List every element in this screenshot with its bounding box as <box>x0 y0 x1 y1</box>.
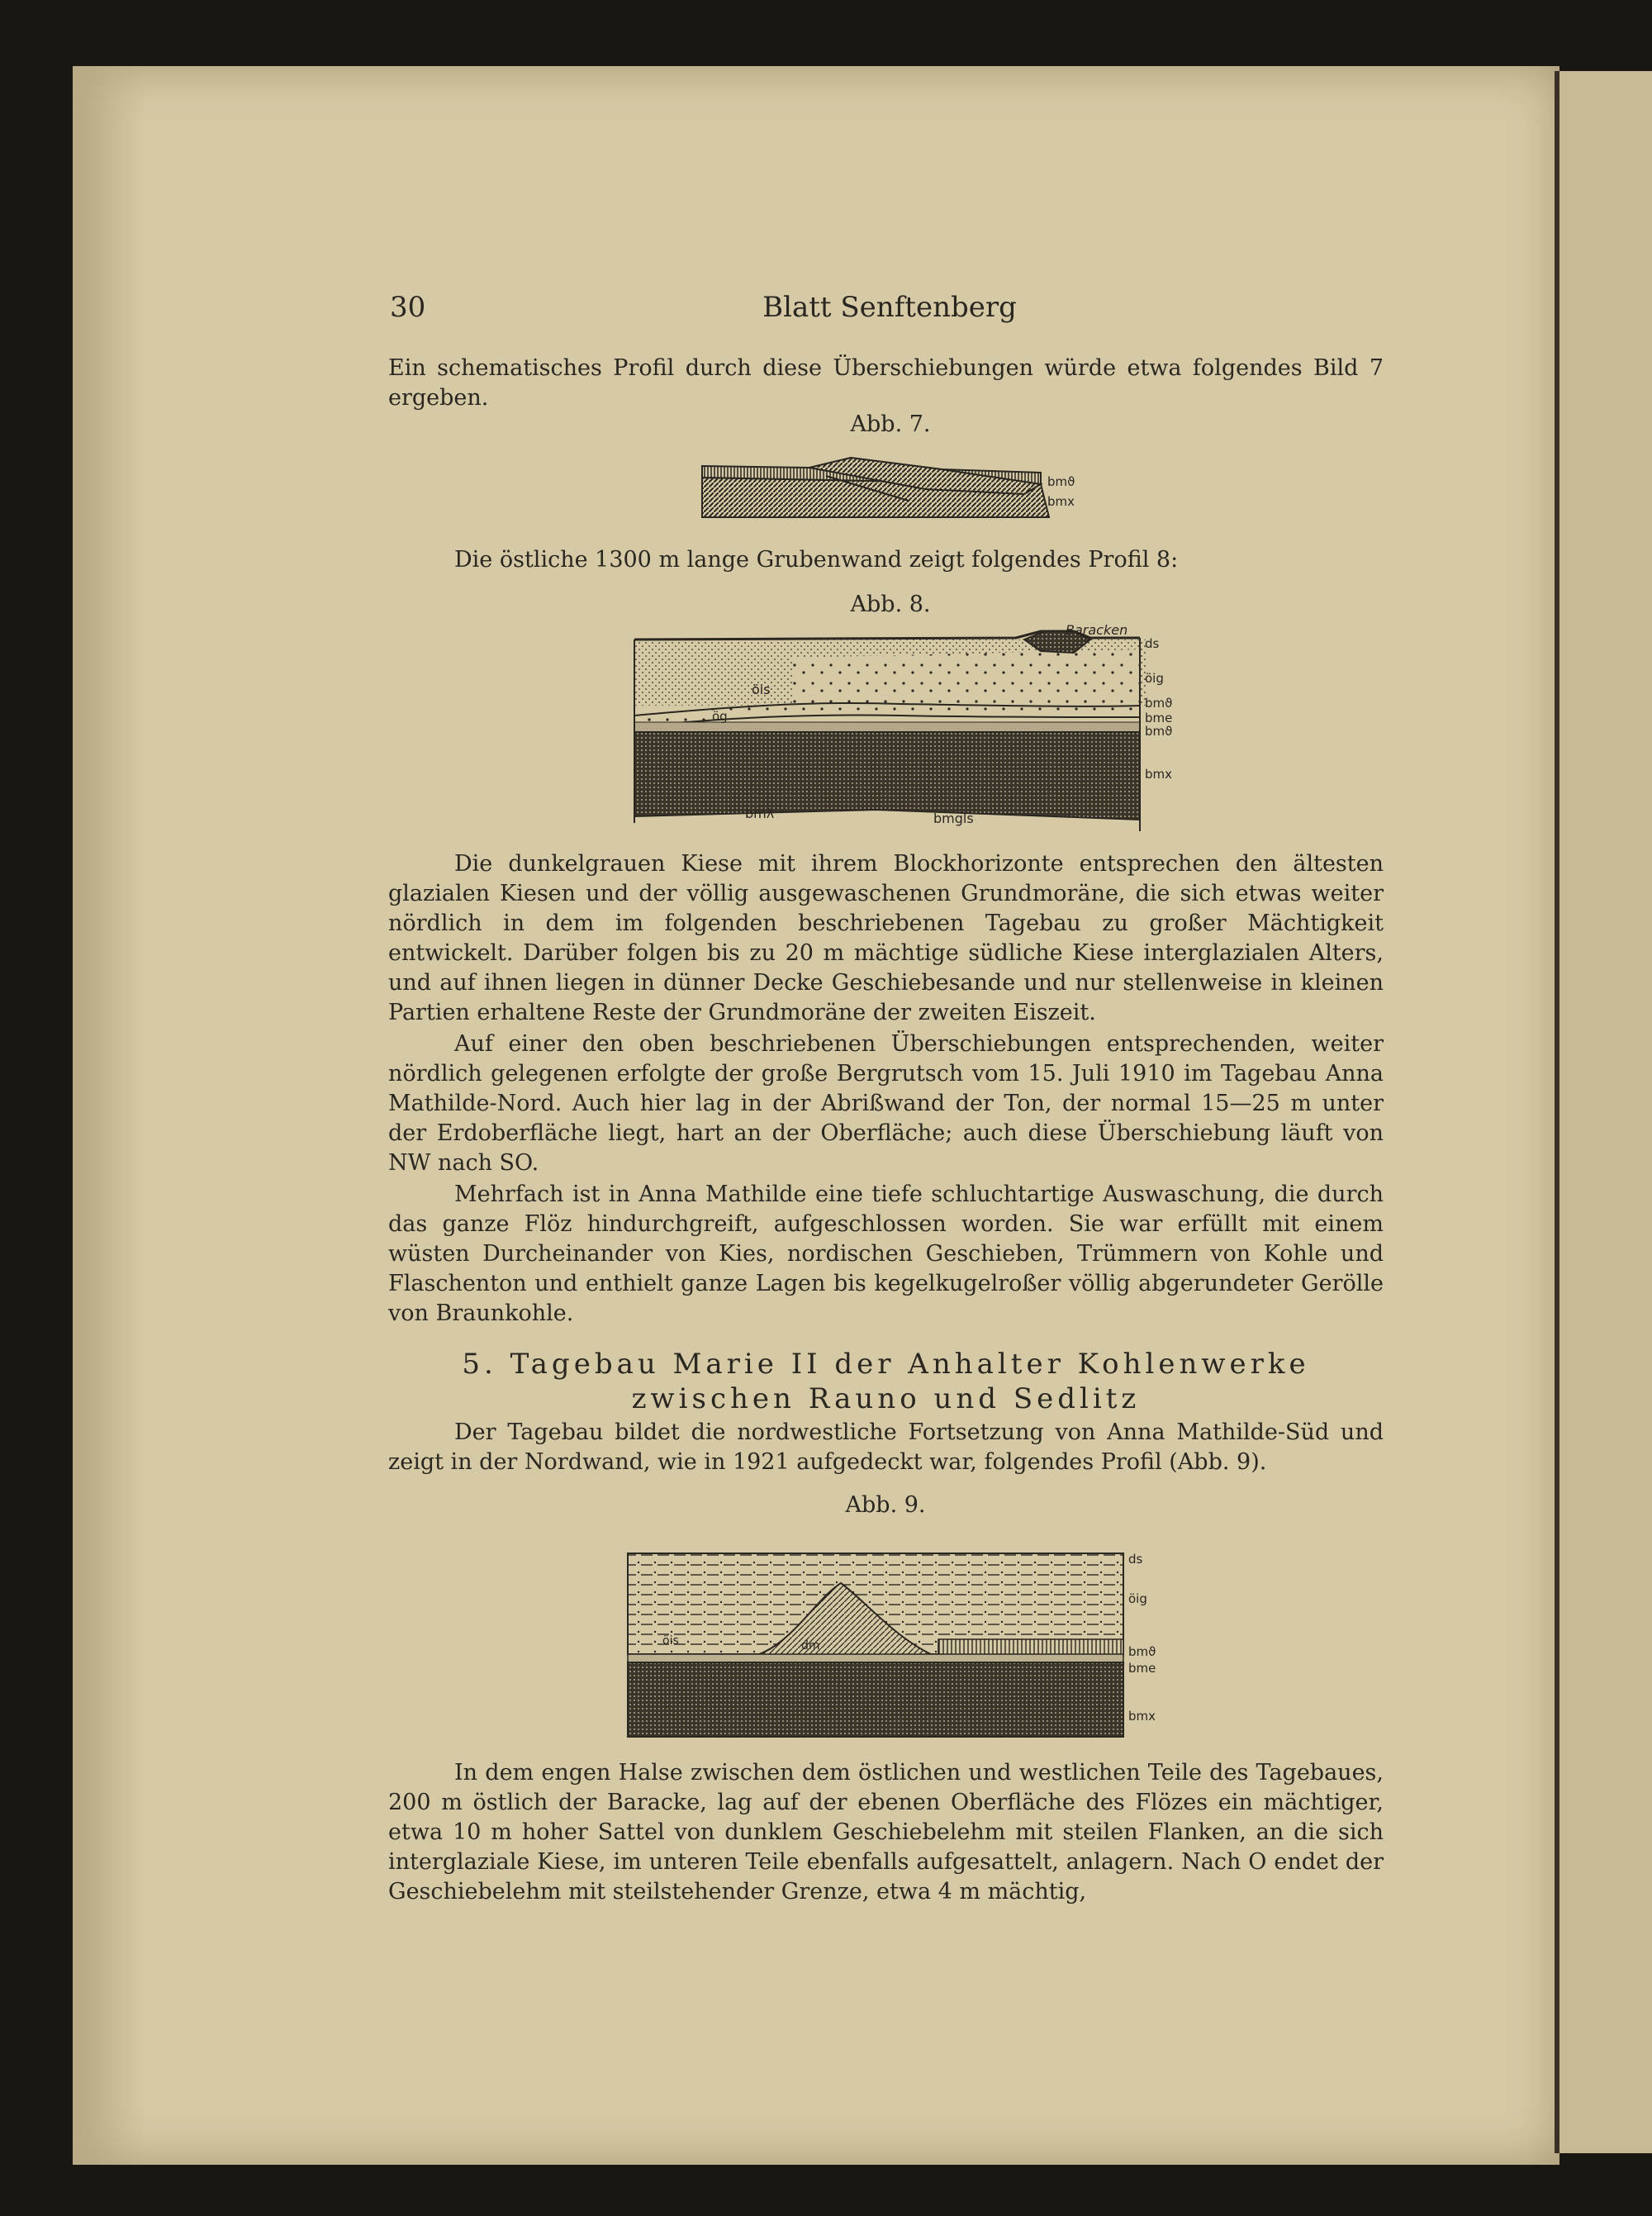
figure-9-label-bmx: bmx <box>1128 1709 1156 1724</box>
figure-8-label-baracken: Baracken <box>1066 625 1128 638</box>
next-page-edge <box>1559 71 1652 2153</box>
figure-8-caption: Abb. 8. <box>850 592 931 617</box>
figure-8-label-og: ög <box>712 709 728 724</box>
figure-9-band-bmv <box>938 1639 1123 1656</box>
section-heading-line-1: 5. Tagebau Marie II der Anhalter Kohlenwerke <box>462 1348 1310 1381</box>
paragraph-halse: In dem engen Halse zwischen dem östlichen und westlichen Teile des Tagebaues, 200 m östlich der Baracke, lag auf der ebenen Oberfläche des Flözes ein mächtiger, etwa 10 m hoher Sattel von dunklem Geschiebelehm mit steilen Flanken, an die sich interglaziale Kiese, im unteren Teile ebenfalls aufgesattelt, anlagern. Nach O endet der Geschiebelehm mit steilstehender Grenze, etwa 4 m mächtig, <box>388 1760 1384 1905</box>
figure-8-label-ds: ds <box>1145 636 1160 651</box>
running-head <box>390 291 1389 327</box>
figure-8-gravel-layer <box>793 649 1140 706</box>
figure-8-label-bmv2: bmϑ <box>1145 724 1173 739</box>
paragraph-mehrfach: Mehrfach ist in Anna Mathilde eine tiefe schluchtartige Auswaschung, die durch das ganze Flöz hindurchgreift, aufgeschlossen worden. Sie war erfüllt mit einem wüsten Durcheinander von Kies, nordischen Geschieben, Trümmern von Kohle und Flaschenton und enthielt ganze Lagen bis kegelkugelroßer völlig abgerundeter Gerölle von Braunkohle. <box>388 1182 1384 1326</box>
figure-9-label-bme: bme <box>1128 1661 1156 1676</box>
figure-7-caption: Abb. 7. <box>850 411 931 437</box>
paragraph-tagebau: Der Tagebau bildet die nordwestliche Fortsetzung von Anna Mathilde-Süd und zeigt in der Nordwand, wie in 1921 aufgedeckt war, folgendes Profil (Abb. 9). <box>388 1419 1384 1475</box>
paragraph-grubenwand: Die östliche 1300 m lange Grubenwand zeigt folgendes Profil 8: <box>454 547 1179 573</box>
figure-9-dark-coal <box>628 1662 1123 1737</box>
figure-8-label-oig: öig <box>1145 671 1164 686</box>
figure-8-label-bmgls: bmgls <box>933 811 974 826</box>
figure-8-label-bmx: bmx <box>1145 767 1173 782</box>
page-number: 30 <box>390 291 426 324</box>
paragraph-intro: Ein schematisches Profil durch diese Überschiebungen würde etwa folgendes Bild 7 ergeben. <box>388 355 1384 411</box>
figure-7-label-bmx: bmx <box>1047 494 1075 509</box>
figure-8-label-bmv: bmϑ <box>1145 696 1173 711</box>
figure-9-label-oig: öig <box>1128 1591 1147 1606</box>
figure-8-profile <box>628 625 1189 831</box>
figure-9-label-ds: ds <box>1128 1552 1143 1567</box>
figure-8-band-bme <box>634 722 1140 732</box>
figure-8-dark-coal <box>634 732 1140 820</box>
figure-8-label-ois: öis <box>752 682 771 697</box>
paragraph-kiese: Die dunkelgrauen Kiese mit ihrem Blockhorizonte entsprechen den ältesten glazialen Kiesen und der völlig ausgewaschenen Grundmoräne, die sich etwas weiter nördlich in dem im folgenden beschriebenen Tagebau zu großer Mächtigkeit entwickelt. Darüber folgen bis zu 20 m mächtige südliche Kiese interglazialen Alters, und auf ihnen liegen in dünner Decke Geschiebesande und nur stellenweise in kleinen Partien erhaltene Reste der Grundmoräne der zweiten Eiszeit. <box>388 851 1384 1025</box>
section-heading <box>388 1347 1384 1416</box>
figure-7-label-bmv: bmϑ <box>1047 474 1075 489</box>
header-title: Blatt Senftenberg <box>762 291 1017 324</box>
page-edge-shadow <box>73 66 147 2165</box>
figure-9-caption: Abb. 9. <box>845 1492 926 1518</box>
figure-8-label-bme: bme <box>1145 711 1173 725</box>
figure-9-label-dm: dm <box>801 1639 820 1652</box>
figure-8-label-bml: bmλ <box>745 806 775 821</box>
figure-9-label-bmv: bmϑ <box>1128 1644 1156 1659</box>
figure-9-profile <box>624 1550 1186 1740</box>
paragraph-bergrutsch: Auf einer den oben beschriebenen Überschiebungen entsprechenden, weiter nördlich gelegenen erfolgte der große Bergrutsch vom 15. Juli 1910 im Tagebau Anna Mathilde-Nord. Auch hier lag in der Abrißwand der Ton, der normal 15—25 m unter der Erdoberfläche liegt, hart an der Oberfläche; auch diese Überschiebung läuft von NW nach SO. <box>388 1031 1384 1176</box>
figure-9-label-ois: öis <box>662 1634 679 1648</box>
figure-7-profile <box>694 453 1090 521</box>
section-heading-line-2: zwischen Rauno und Sedlitz <box>631 1382 1141 1415</box>
figure-9-band-bme <box>628 1654 1123 1662</box>
